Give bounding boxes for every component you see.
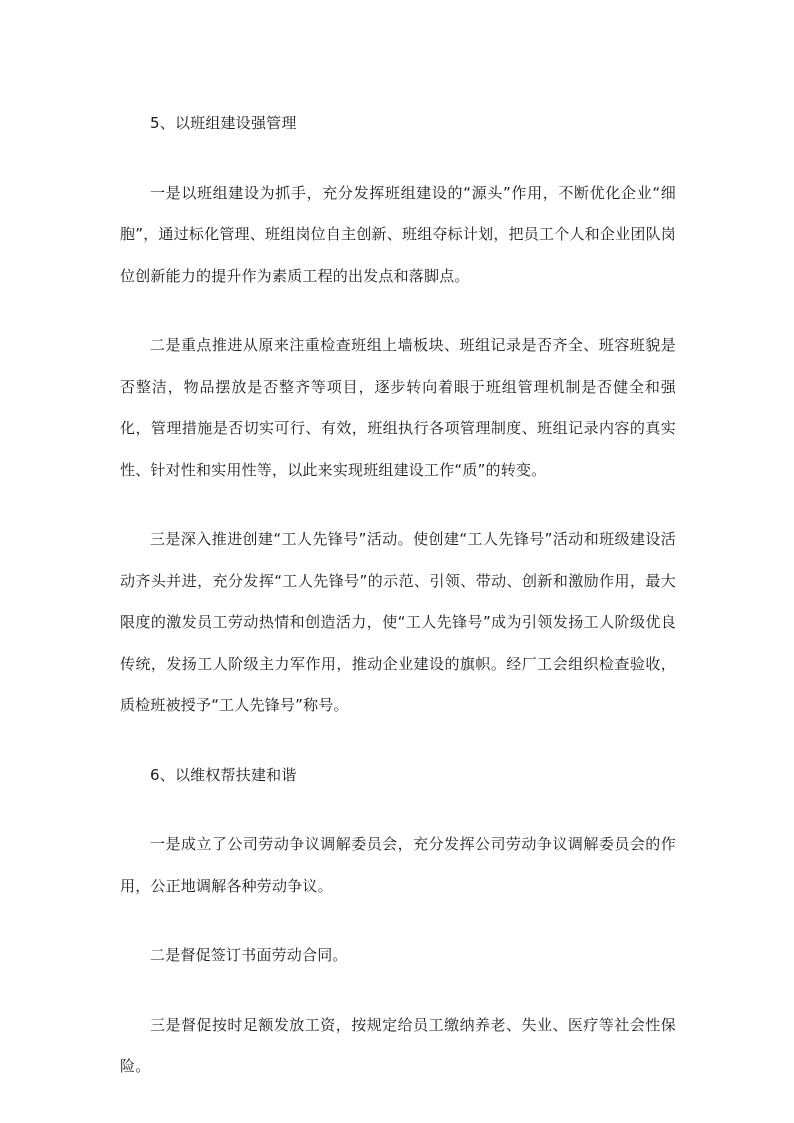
paragraph-3: 三是深入推进创建“工人先锋号”活动。使创建“工人先锋号”活动和班级建设活动齐头并进，充分发挥“工人先锋号”的示范、引领、带动、创新和激励作用，最大限度的激发员工劳动热情和创造活力，使“工人先锋号”成为引领发扬工人阶级优良传统，发扬工人阶级主力军作用，推动企业建设的旗帜。经厂工会组织检查验收，质检班被授予“工人先锋号”称号。 xyxy=(120,530,676,714)
paragraph-4: 一是成立了公司劳动争议调解委员会，充分发挥公司劳动争议调解委员会的作用，公正地调解各种劳动争议。 xyxy=(120,835,676,895)
paragraph-6: 三是督促按时足额发放工资，按规定给员工缴纳养老、失业、医疗等社会性保险。 xyxy=(120,1015,676,1075)
paragraph-5: 二是督促签订书面劳动合同。 xyxy=(150,946,348,964)
document-body xyxy=(120,103,676,1116)
paragraph-2: 二是重点推进从原来注重检查班组上墙板块、班组记录是否齐全、班容班貌是否整洁，物品摆放是否整齐等项目，逐步转向着眼于班组管理机制是否健全和强化，管理措施是否切实可行、有效，班组执行各项管理制度、班组记录内容的真实性、针对性和实用性等，以此来实现班组建设工作“质”的转变。 xyxy=(120,336,676,479)
section-heading-5: 5、以班组建设强管理 xyxy=(150,114,297,132)
paragraph-1: 一是以班组建设为抓手，充分发挥班组建设的“源头”作用，不断优化企业“细胞”，通过标化管理、班组岗位自主创新、班组夺标计划，把员工个人和企业团队岗位创新能力的提升作为素质工程的出发点和落脚点。 xyxy=(120,183,676,285)
section-heading-6: 6、以维权帮扶建和谐 xyxy=(150,765,297,784)
